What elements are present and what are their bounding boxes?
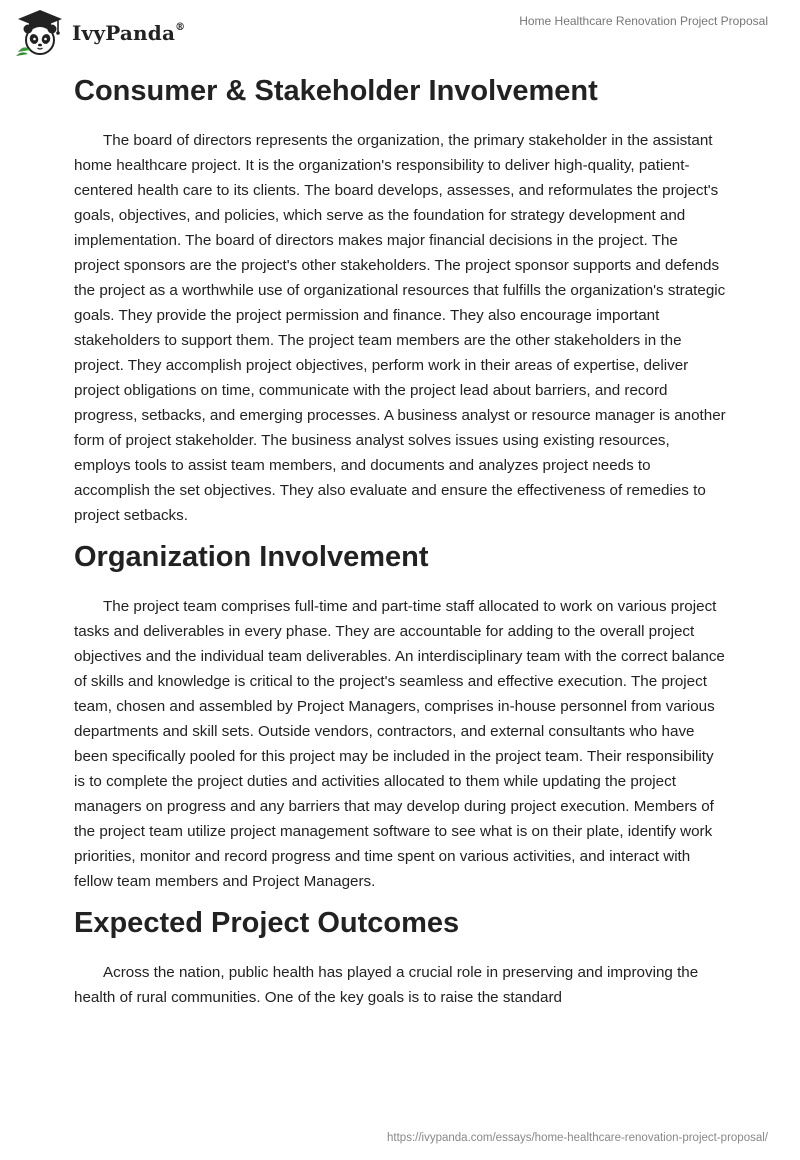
source-url[interactable]: https://ivypanda.com/essays/home-healthcare-renovation-project-proposal/ <box>387 1132 768 1144</box>
section-heading: Organization Involvement <box>74 541 429 573</box>
section-stakeholder-involvement <box>74 74 726 528</box>
section-paragraph: The board of directors represents the organization, the primary stakeholder in the assistant home healthcare project. It is the organization's responsibility to deliver high-quality, patient-centered health care to its clients. The board develops, assesses, and reformulates the project's goals, objectives, and policies, which serve as the foundation for strategy development and implementation. The board of directors makes major financial decisions in the project. The project sponsors are the project's other stakeholders. The project sponsor supports and defends the project as a worthwhile use of organizational resources that fulfills the organization's strategic goals. They provide the project permission and finance. They also encourage important stakeholders to support them. The project team members are the other stakeholders in the project. They accomplish project objectives, perform work in their areas of expertise, deliver project obligations on time, communicate with the project lead about barriers, and record progress, setbacks, and emerging processes. A business analyst or resource manager is another form of project stakeholder. The business analyst solves issues using existing resources, employs tools to assist team members, and documents and analyzes project needs to accomplish the set objectives. They also evaluate and ensure the effectiveness of remedies to project setbacks. <box>74 132 726 524</box>
panda-graduate-icon <box>14 8 66 58</box>
section-heading: Consumer & Stakeholder Involvement <box>74 75 598 107</box>
section-paragraph: The project team comprises full-time and part-time staff allocated to work on various project tasks and deliverables in every phase. They are accountable for adding to the overall project objectives and the individual team deliverables. An interdisciplinary team with the correct balance of skills and knowledge is critical to the project's seamless and effective execution. The project team, chosen and assembled by Project Managers, comprises in-house personnel from various departments and skill sets. Outside vendors, contractors, and external consultants who have been specifically pooled for this project may be included in the project team. Their responsibility is to complete the project duties and activities allocated to them while updating the project managers on progress and any barriers that may develop during project execution. Members of the project team utilize project management software to see what is on their plate, identify work priorities, monitor and record progress and time spent on various activities, and interact with fellow team members and Project Managers. <box>74 598 725 890</box>
section-organization-involvement <box>74 540 726 894</box>
document-title: Home Healthcare Renovation Project Proposal <box>519 14 768 28</box>
section-paragraph: Across the nation, public health has played a crucial role in preserving and improving the health of rural communities. One of the key goals is to raise the standard <box>74 964 699 1006</box>
ivypanda-logo[interactable] <box>14 8 185 58</box>
section-heading: Expected Project Outcomes <box>74 907 460 939</box>
essay-content <box>74 66 726 1022</box>
registered-mark: ® <box>175 22 186 34</box>
section-expected-outcomes <box>74 906 726 1010</box>
logo-wordmark: IvyPanda® <box>72 21 186 45</box>
page-header <box>0 0 800 64</box>
